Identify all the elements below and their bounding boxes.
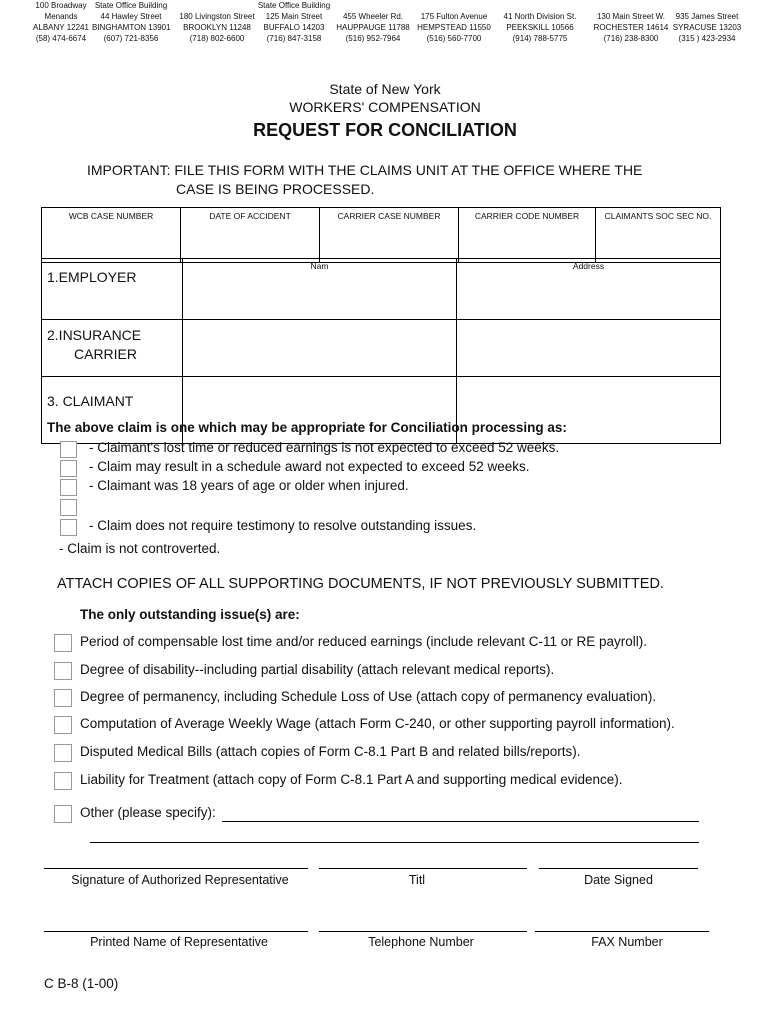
issue-checkbox-liability[interactable] [54, 772, 72, 790]
signature-line[interactable] [44, 868, 308, 869]
criteria-checkbox-5[interactable] [60, 519, 77, 536]
wcb-case-number-field[interactable] [42, 208, 181, 263]
issues-heading: The only outstanding issue(s) are: [80, 607, 300, 622]
issue-medical-bills: Disputed Medical Bills (attach copies of Form C-8.1 Part B and related bills/reports). [80, 744, 581, 759]
office-line: 130 Main Street W. [596, 12, 666, 21]
form-number: C B-8 (1-00) [44, 976, 119, 991]
title-label: Titl [408, 873, 426, 887]
office-line: BUFFALO 14203 [263, 23, 325, 32]
date-of-accident-field[interactable] [181, 208, 320, 263]
office-line [334, 0, 412, 11]
issue-disability: Degree of disability--including partial disability (attach relevant medical reports). [80, 662, 555, 677]
carrier-case-number-field[interactable] [320, 208, 459, 263]
office-line: PEEKSKILL 10566 [506, 23, 574, 32]
attach-notice: ATTACH COPIES OF ALL SUPPORTING DOCUMENTS, IF NOT PREVIOUSLY SUBMITTED. [57, 576, 664, 592]
address-header: Address [572, 261, 605, 271]
issue-checkbox-lost-time[interactable] [54, 634, 72, 652]
office-line: HEMPSTEAD 11550 [417, 23, 491, 32]
fax-label: FAX Number [591, 935, 663, 949]
office-line: (914) 788-5775 [512, 34, 568, 43]
telephone-label: Telephone Number [368, 935, 474, 949]
important-line-1: IMPORTANT: FILE THIS FORM WITH THE CLAIMS UNIT AT THE OFFICE WHERE THE [87, 162, 643, 178]
office-line: State Office Building [257, 1, 331, 10]
page-title: REQUEST FOR CONCILIATION [253, 120, 517, 140]
office-line: 455 Wheeler Rd. [342, 12, 404, 21]
office-line: 125 Main Street [265, 12, 323, 21]
office-line [592, 0, 670, 11]
issue-aww: Computation of Average Weekly Wage (attach Form C-240, or other supporting payroll information). [80, 716, 675, 731]
parties-table [41, 258, 721, 444]
issue-checkbox-aww[interactable] [54, 716, 72, 734]
other-specify-line-2[interactable] [90, 842, 699, 843]
fax-line[interactable] [535, 931, 709, 932]
office-line: 100 Broadway [35, 1, 87, 10]
criteria-item-2: - Claim may result in a schedule award not expected to exceed 52 weeks. [89, 459, 530, 474]
office-line: ROCHESTER 14614 [593, 23, 669, 32]
employer-address-field[interactable] [457, 259, 721, 320]
office-rochester [592, 0, 670, 44]
state-name: State of New York [329, 81, 441, 97]
office-line: (516) 952-7964 [345, 34, 401, 43]
office-line: (716) 847-3158 [266, 34, 322, 43]
office-line: (716) 238-8300 [603, 34, 659, 43]
case-id-table [41, 207, 721, 263]
office-line: 935 James Street [675, 12, 739, 21]
column-label: CARRIER CASE NUMBER [337, 211, 441, 221]
office-line: BROOKLYN 11248 [183, 23, 251, 32]
criteria-item-5: - Claim does not require testimony to resolve outstanding issues. [89, 518, 477, 533]
office-line: BINGHAMTON 13901 [92, 23, 171, 32]
issue-liability: Liability for Treatment (attach copy of Form C-8.1 Part A and supporting medical evidence). [80, 772, 623, 787]
criteria-checkbox-3[interactable] [60, 479, 77, 496]
column-label: CLAIMANTS SOC SEC NO. [604, 211, 712, 221]
criteria-checkbox-4[interactable] [60, 499, 77, 516]
other-specify-line-1[interactable] [222, 821, 699, 822]
criteria-item-not-controverted: - Claim is not controverted. [59, 541, 221, 556]
office-line: (315 ) 423-2934 [678, 34, 736, 43]
title-line[interactable] [319, 868, 527, 869]
issue-checkbox-other[interactable] [54, 805, 72, 823]
office-hempstead [414, 0, 494, 44]
date-signed-line[interactable] [539, 868, 698, 869]
issue-other-label: Other (please specify): [80, 805, 216, 820]
issue-checkbox-medical-bills[interactable] [54, 744, 72, 762]
office-line: ALBANY 12241 [33, 23, 89, 32]
issue-checkbox-disability[interactable] [54, 662, 72, 680]
criteria-heading: The above claim is one which may be appropriate for Conciliation processing as: [47, 420, 567, 435]
claimant-label: 3. CLAIMANT [42, 377, 183, 444]
criteria-item-1: - Claimant's lost time or reduced earnings is not expected to exceed 52 weeks. [89, 440, 560, 455]
claimant-ssn-field[interactable] [596, 208, 721, 263]
issue-checkbox-permanency[interactable] [54, 689, 72, 707]
criteria-item-3: - Claimant was 18 years of age or older when injured. [89, 478, 409, 493]
office-line: (58) 474-6674 [35, 34, 87, 43]
office-line: Menands [44, 12, 78, 21]
date-signed-label: Date Signed [584, 873, 653, 887]
employer-label: 1.EMPLOYER [42, 259, 183, 320]
office-albany [30, 0, 92, 44]
employer-name-field[interactable] [183, 259, 457, 320]
office-line: 41 North Division St. [503, 12, 577, 21]
column-label: CARRIER CODE NUMBER [474, 211, 580, 221]
carrier-label-line-1: 2.INSURANCE [47, 327, 142, 343]
criteria-checkbox-1[interactable] [60, 441, 77, 458]
office-line: 175 Fulton Avenue [420, 12, 488, 21]
name-header: Nam [310, 261, 329, 271]
office-peekskill [500, 0, 580, 44]
office-line [178, 0, 256, 11]
important-line-2: CASE IS BEING PROCESSED. [176, 181, 375, 197]
carrier-code-number-field[interactable] [459, 208, 596, 263]
office-binghamton [92, 0, 170, 44]
carrier-address-field[interactable] [457, 320, 721, 377]
office-line: HAUPPAUGE 11788 [336, 23, 410, 32]
important-notice [87, 161, 642, 199]
office-hauppauge [334, 0, 412, 44]
issue-permanency: Degree of permanency, including Schedule Loss of Use (attach copy of permanency evaluation). [80, 689, 657, 704]
office-line [672, 0, 742, 11]
telephone-line[interactable] [319, 931, 527, 932]
printed-name-label: Printed Name of Representative [90, 935, 268, 949]
office-line [500, 0, 580, 11]
column-label: DATE OF ACCIDENT [209, 211, 291, 221]
office-line: (718) 802-6600 [189, 34, 245, 43]
office-line: SYRACUSE 13203 [672, 23, 742, 32]
office-line: 180 Livingston Street [179, 12, 255, 21]
issue-lost-time: Period of compensable lost time and/or reduced earnings (include relevant C-11 or RE payroll). [80, 634, 648, 649]
office-syracuse [672, 0, 742, 44]
insurance-carrier-label [42, 320, 183, 377]
office-line: (516) 560-7700 [426, 34, 482, 43]
office-line [414, 0, 494, 11]
carrier-label-line-2: CARRIER [74, 346, 138, 362]
office-brooklyn [178, 0, 256, 44]
office-line: State Office Building [94, 1, 168, 10]
printed-name-line[interactable] [44, 931, 308, 932]
carrier-name-field[interactable] [183, 320, 457, 377]
signature-label: Signature of Authorized Representative [71, 873, 289, 887]
column-label: WCB CASE NUMBER [68, 211, 154, 221]
office-line: (607) 721-8356 [103, 34, 159, 43]
criteria-checkbox-2[interactable] [60, 460, 77, 477]
agency-name: WORKERS' COMPENSATION [289, 99, 481, 115]
office-buffalo [256, 0, 332, 44]
office-line: 44 Hawley Street [100, 12, 162, 21]
